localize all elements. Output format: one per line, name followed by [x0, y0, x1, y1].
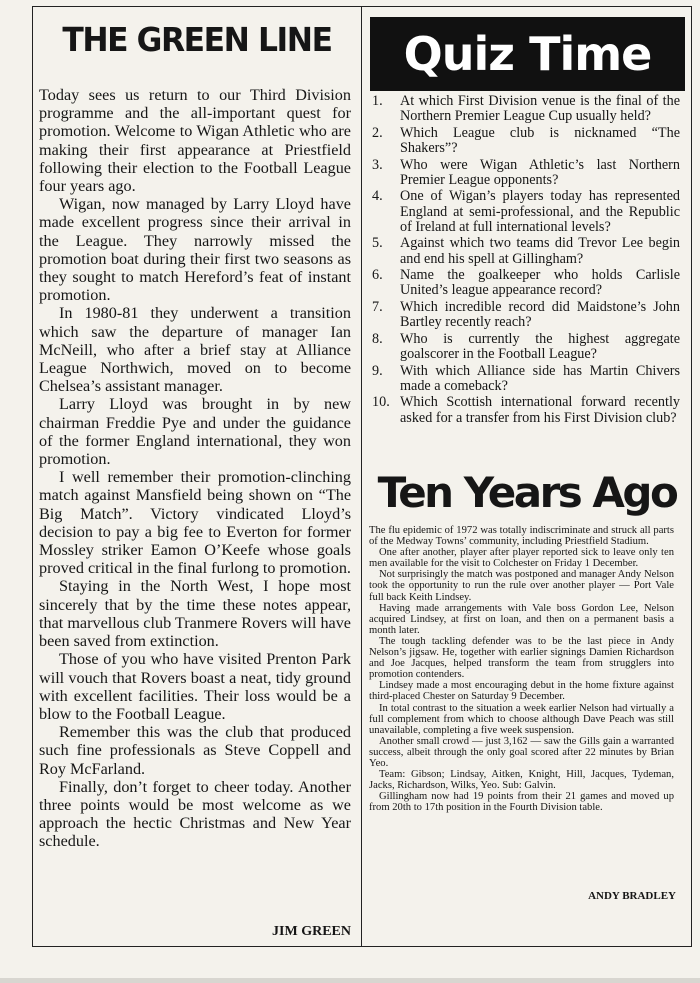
quiz-question [372, 395, 680, 425]
ten-years-body [369, 525, 674, 813]
quiz-text: Against which two teams did Trevor Lee begin and end his spell at Gillingham? [400, 235, 680, 267]
quiz-question [372, 94, 680, 124]
quiz-text: Which League club is nicknamed “The Shakers”? [400, 124, 680, 156]
ten-years-author: ANDY BRADLEY [588, 890, 676, 902]
quiz-text: Which Scottish international forward recently asked for a transfer from his First Division club? [400, 394, 680, 426]
green-line-paragraph: I well remember their promotion-clinching match against Mansfield being shown on “The Big Match”. Victory vindicated Lloyd’s decision to pay a big fee to Everton for former Mossley striker Eamon O’Keefe whose goals proved critical in the final furlong to promotion. [39, 468, 351, 578]
quiz-question [372, 189, 680, 235]
ten-years-paragraph: Gillingham now had 19 points from their 21 games and moved up from 20th to 17th position in the Fourth Division table. [369, 791, 674, 814]
quiz-text: Who is currently the highest aggregate goalscorer in the Football League? [400, 330, 680, 362]
green-line-paragraph: Staying in the North West, I hope most sincerely that by the time these notes appear, that marvellous club Tranmere Rovers will have been saved from extinction. [39, 577, 351, 651]
quiz-number: 9. [372, 362, 383, 379]
green-line-body [39, 86, 351, 851]
quiz-number: 10. [372, 394, 390, 411]
green-line-paragraph: Wigan, now managed by Larry Lloyd have made excellent progress since their arrival in the League. They narrowly missed the promotion boat during their first two seasons as they sought to match Hereford’s feat of instant promotion. [39, 195, 351, 305]
quiz-question [372, 332, 680, 362]
quiz-title: Quiz Time [403, 27, 652, 81]
green-line-paragraph: Larry Lloyd was brought in by new chairman Freddie Pye and under the guidance of the former England international, they won promotion. [39, 395, 351, 469]
quiz-number: 1. [372, 93, 383, 109]
green-line-paragraph: Remember this was the club that produced such fine professionals as Steve Coppell and Roy McFarland. [39, 723, 351, 778]
ten-years-paragraph: Lindsey made a most encouraging debut in the home fixture against third-placed Chester on Saturday 9 December. [369, 680, 674, 703]
ten-years-paragraph: The flu epidemic of 1972 was totally indiscriminate and struck all parts of the Medway Towns’ community, including Priestfield Stadium. [369, 525, 674, 548]
quiz-text: Name the goalkeeper who holds Carlisle United’s league appearance record? [400, 267, 680, 299]
quiz-question [372, 236, 680, 266]
green-line-paragraph: Those of you who have visited Prenton Park will vouch that Rovers boast a neat, tidy ground with excellent facilities. Their loss would be a blow to the Football League. [39, 650, 351, 723]
green-line-author: JIM GREEN [272, 924, 351, 939]
green-line-paragraph: Finally, don’t forget to cheer today. Another three points would be most welcome as we approach the hectic Christmas and New Year schedule. [39, 777, 351, 851]
quiz-text: One of Wigan’s players today has represented England at semi-professional, and the Republic of Ireland at full international levels? [400, 188, 680, 235]
quiz-number: 8. [372, 330, 383, 347]
ten-years-paragraph: Having made arrangements with Vale boss Gordon Lee, Nelson acquired Lindsey, at first on loan, and then on a permanent basis a month later. [369, 602, 674, 636]
green-line-column [32, 6, 362, 947]
quiz-number: 2. [372, 124, 383, 141]
green-line-paragraph: Today sees us return to our Third Division programme and the all-important quest for promotion. Welcome to Wigan Athletic who are making their first appearance at Priestfield following their election to the Football League four years ago. [39, 86, 351, 196]
green-line-title: THE GREEN LINE [62, 20, 332, 59]
quiz-text: Who were Wigan Athletic’s last Northern Premier League opponents? [400, 156, 680, 188]
quiz-text: With which Alliance side has Martin Chivers made a comeback? [400, 362, 680, 394]
quiz-header [370, 17, 685, 91]
quiz-question [372, 364, 680, 394]
page-bottom-edge [0, 978, 700, 983]
quiz-number: 6. [372, 267, 383, 284]
quiz-number: 7. [372, 298, 383, 315]
ten-years-paragraph: Not surprisingly the match was postponed and manager Andy Nelson took the opportunity to run the rule over another player — Port Vale full back Keith Lindsey. [369, 569, 674, 603]
ten-years-paragraph: Another small crowd — just 3,162 — saw the Gills gain a warranted success, albeit through the only goal scored after 22 minutes by Brian Yeo. [369, 735, 674, 769]
quiz-question [372, 158, 680, 188]
ten-years-title: Ten Years Ago [377, 468, 677, 517]
quiz-question [372, 300, 680, 330]
green-line-paragraph: In 1980-81 they underwent a transition which saw the departure of manager Ian McNeill, who after a brief stay at Alliance League Northwich, moved on to become Chelsea’s assistant manager. [39, 304, 351, 396]
quiz-number: 5. [372, 235, 383, 252]
ten-years-paragraph: One after another, player after player reported sick to leave only ten men available for the visit to Colchester on Friday 1 December. [369, 547, 674, 570]
quiz-list [372, 94, 680, 427]
quiz-question [372, 126, 680, 156]
ten-years-paragraph: In total contrast to the situation a week earlier Nelson had virtually a full complement from which to choose although Dave Peach was still unavailable, completing a five week suspension. [369, 702, 674, 736]
quiz-text: At which First Division venue is the final of the Northern Premier League Cup usually held? [400, 93, 680, 125]
quiz-number: 4. [372, 188, 383, 205]
quiz-text: Which incredible record did Maidstone’s John Bartley recently reach? [400, 298, 680, 331]
quiz-question [372, 268, 680, 298]
quiz-number: 3. [372, 156, 383, 173]
ten-years-paragraph: Team: Gibson; Lindsay, Aitken, Knight, Hill, Jacques, Tydeman, Jacks, Richardson, Wilks, Yeo. Sub: Galvin. [369, 769, 674, 792]
ten-years-paragraph: The tough tackling defender was to be the last piece in Andy Nelson’s jigsaw. He, together with earlier signings Damien Richardson and Joe Jacques, helped transform the team from strugglers into promotion contenders. [369, 635, 674, 681]
